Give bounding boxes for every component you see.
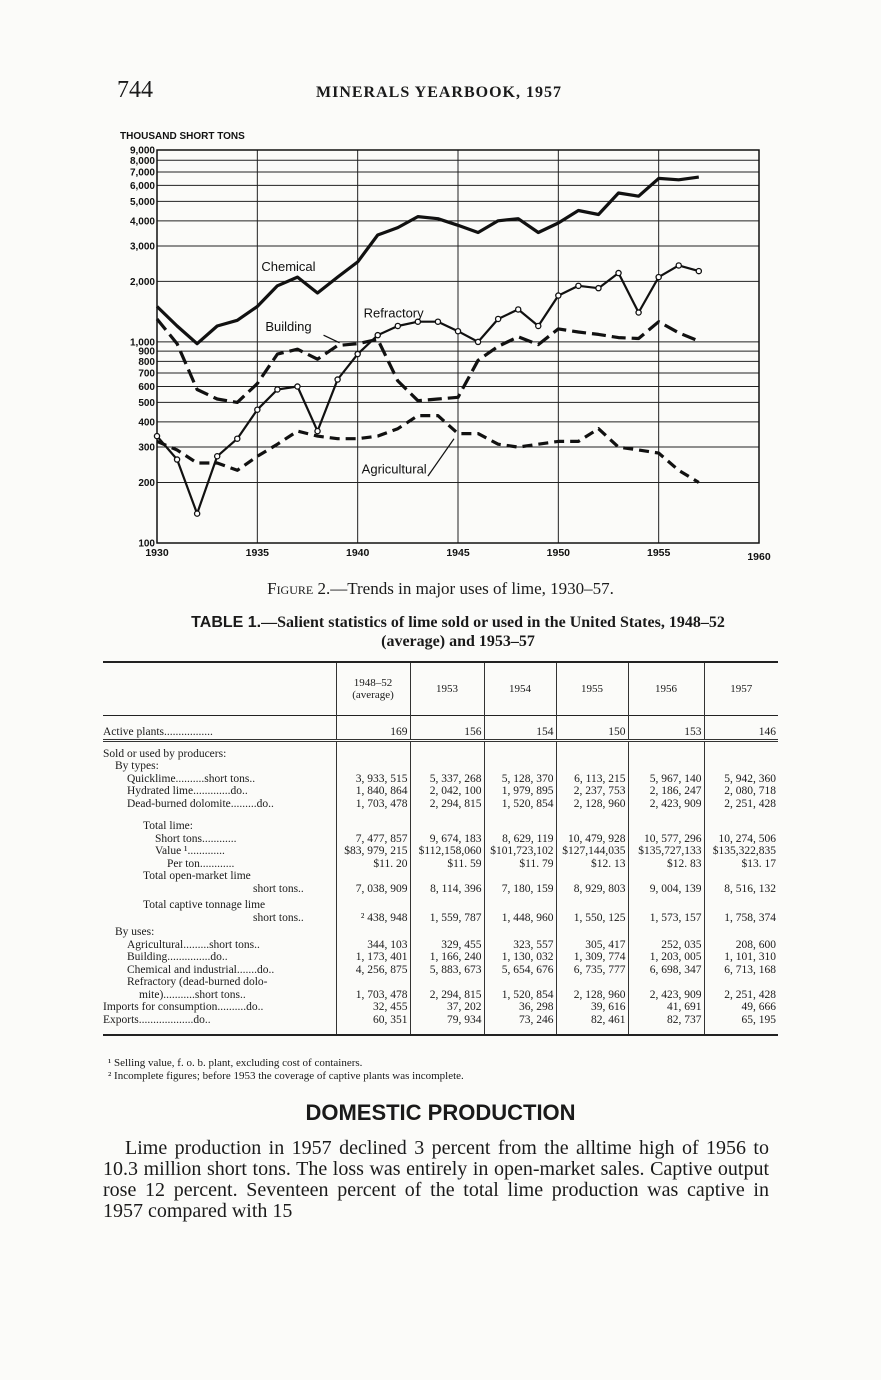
y-tick-label: 8,000 — [129, 155, 155, 167]
table-cell: 5, 337, 268 — [410, 773, 484, 786]
y-tick-label: 100 — [138, 538, 155, 550]
x-tick-label: 1960 — [747, 551, 771, 563]
table-cell: $13. 17 — [704, 858, 778, 871]
table-cell: 7, 180, 159 — [484, 883, 556, 896]
table-cell: 6, 735, 777 — [556, 964, 628, 977]
table-cell: 323, 557 — [484, 939, 556, 952]
table-subhead-row — [103, 870, 778, 883]
table-cell: 65, 195 — [704, 1014, 778, 1036]
table-cell-empty — [410, 976, 484, 989]
header-row — [103, 662, 778, 716]
table-cell: 1, 550, 125 — [556, 912, 628, 925]
table-cell-empty — [628, 760, 704, 773]
column-header: 1953 — [410, 662, 484, 716]
table-cell-empty — [704, 976, 778, 989]
table-cell-empty — [628, 870, 704, 883]
table-cell-empty — [484, 810, 556, 833]
figure-caption — [0, 579, 881, 599]
table-cell: 344, 103 — [336, 939, 410, 952]
y-tick-label: 700 — [138, 368, 155, 380]
x-tick-label: 1935 — [245, 547, 270, 559]
table-cell: 150 — [556, 716, 628, 741]
table-cell: 3, 933, 515 — [336, 773, 410, 786]
table-cell-empty — [556, 924, 628, 939]
table-cell-empty — [410, 810, 484, 833]
table-cell-empty — [336, 870, 410, 883]
table-subhead-row — [103, 810, 778, 833]
y-tick-label: 5,000 — [129, 196, 155, 208]
table-title-line1: —Salient statistics of lime sold or used in the United States, 1948–52 — [261, 614, 725, 631]
table-cell: $12. 13 — [556, 858, 628, 871]
table-cell: 2, 186, 247 — [628, 785, 704, 798]
row-label: Quicklime..........short tons.. — [127, 772, 256, 785]
table-row — [103, 939, 778, 952]
table-cell: 7, 038, 909 — [336, 883, 410, 896]
y-tick-label: 900 — [138, 346, 155, 358]
data-point-refractory — [616, 270, 621, 275]
table-cell: 2, 423, 909 — [628, 798, 704, 811]
table-cell-empty — [628, 895, 704, 912]
table-cell: 1, 758, 374 — [704, 912, 778, 925]
table-cell-empty — [704, 740, 778, 760]
table-cell: 146 — [704, 716, 778, 741]
column-header: 1948–52 (average) — [336, 662, 410, 716]
data-point-refractory — [235, 436, 240, 441]
data-point-refractory — [395, 323, 400, 328]
table-cell: 9, 004, 139 — [628, 883, 704, 896]
table-cell-empty — [704, 895, 778, 912]
table-cell-empty — [556, 976, 628, 989]
y-tick-label: 200 — [138, 477, 155, 489]
table-cell-empty — [628, 924, 704, 939]
table-cell: $135,727,133 — [628, 845, 704, 858]
row-group-label: By uses: — [115, 926, 155, 938]
row-group-label: Total lime: — [143, 820, 193, 832]
data-point-refractory — [496, 316, 501, 321]
y-tick-label: 400 — [138, 417, 155, 429]
y-tick-label: 500 — [138, 397, 155, 409]
table-cell: 1, 309, 774 — [556, 951, 628, 964]
data-point-refractory — [275, 387, 280, 392]
y-tick-label: 800 — [138, 356, 155, 368]
table-row — [103, 833, 778, 846]
data-point-refractory — [576, 283, 581, 288]
table-cell-empty — [484, 924, 556, 939]
x-tick-label: 1940 — [345, 547, 370, 559]
table-cell-empty — [410, 924, 484, 939]
table-cell-empty — [556, 760, 628, 773]
body-paragraph: Lime production in 1957 declined 3 percent from the alltime high of 1956 to 10.3 million short tons. The loss was entirely in open-market sales. Captive output rose 12 percent. Seventeen percent of the total lime production was captive in 1957 compared with 15 — [103, 1137, 769, 1222]
table-title-line2: (average) and 1953–57 — [381, 633, 535, 650]
table-subhead-row — [103, 976, 778, 989]
table-cell: 305, 417 — [556, 939, 628, 952]
data-point-refractory — [536, 323, 541, 328]
row-label: Chemical and industrial.......do.. — [127, 963, 275, 976]
y-tick-label: 3,000 — [129, 241, 155, 253]
data-point-refractory — [295, 384, 300, 389]
series-annotation: Refractory — [363, 305, 424, 321]
row-group-label: Total open-market lime — [143, 870, 251, 882]
table-cell-empty — [484, 760, 556, 773]
lime-statistics-table — [103, 661, 778, 1036]
x-tick-label: 1930 — [145, 547, 169, 559]
table-cell: 7, 477, 857 — [336, 833, 410, 846]
x-tick-label: 1950 — [546, 547, 571, 559]
table-cell: 8, 929, 803 — [556, 883, 628, 896]
table-cell: 208, 600 — [704, 939, 778, 952]
x-tick-label: 1955 — [646, 547, 671, 559]
series-annotation: Building — [265, 319, 312, 335]
table-row — [103, 964, 778, 977]
table-cell-empty — [336, 976, 410, 989]
data-point-refractory — [596, 286, 601, 291]
table-cell: 1, 130, 032 — [484, 951, 556, 964]
y-tick-label: 7,000 — [129, 167, 155, 179]
table-cell: 5, 967, 140 — [628, 773, 704, 786]
row-label: Exports...................do.. — [103, 1013, 211, 1026]
y-tick-label: 2,000 — [129, 276, 155, 288]
lime-trends-chart — [100, 125, 780, 575]
figure-label: Figure 2. — [267, 579, 331, 598]
data-point-refractory — [355, 351, 360, 356]
table-cell: 82, 737 — [628, 1014, 704, 1036]
table-row — [103, 912, 778, 925]
table-cell: 10, 479, 928 — [556, 833, 628, 846]
table-row — [103, 883, 778, 896]
table-cell: 1, 520, 854 — [484, 798, 556, 811]
table-cell-empty — [410, 760, 484, 773]
table-cell: 9, 674, 183 — [410, 833, 484, 846]
row-label: Dead-burned dolomite.........do.. — [127, 797, 274, 810]
table-cell: $127,144,035 — [556, 845, 628, 858]
table-cell-empty — [704, 810, 778, 833]
table-cell: 49, 666 — [704, 1001, 778, 1014]
table-cell: 79, 934 — [410, 1014, 484, 1036]
table-row — [103, 773, 778, 786]
table-cell: 329, 455 — [410, 939, 484, 952]
table-row — [103, 716, 778, 741]
table-cell: 2, 423, 909 — [628, 989, 704, 1002]
data-point-refractory — [375, 333, 380, 338]
row-label: mite)...........short tons.. — [139, 988, 246, 1001]
table-cell-empty — [336, 760, 410, 773]
table-title — [118, 613, 798, 651]
column-header: 1954 — [484, 662, 556, 716]
table-cell: 4, 256, 875 — [336, 964, 410, 977]
row-group-label: By types: — [115, 760, 159, 772]
table-cell-empty — [556, 895, 628, 912]
table-cell: 2, 080, 718 — [704, 785, 778, 798]
y-tick-label: 1,000 — [129, 337, 155, 349]
table-cell: 1, 448, 960 — [484, 912, 556, 925]
table-cell: 1, 166, 240 — [410, 951, 484, 964]
data-point-refractory — [656, 275, 661, 280]
table-cell: 10, 274, 506 — [704, 833, 778, 846]
table-cell: 2, 294, 815 — [410, 989, 484, 1002]
table-cell: $12. 83 — [628, 858, 704, 871]
table-cell: $101,723,102 — [484, 845, 556, 858]
table-cell: 41, 691 — [628, 1001, 704, 1014]
table-cell: 8, 629, 119 — [484, 833, 556, 846]
table-body — [103, 716, 778, 1036]
table-cell-empty — [484, 740, 556, 760]
data-point-refractory — [215, 454, 220, 459]
footnote-2: ² Incomplete figures; before 1953 the coverage of captive plants was incomplete. — [108, 1070, 464, 1082]
data-point-refractory — [516, 307, 521, 312]
table-cell-empty — [336, 895, 410, 912]
row-label: Per ton............ — [167, 857, 235, 870]
table-cell-empty — [628, 740, 704, 760]
table-cell: 82, 461 — [556, 1014, 628, 1036]
table-cell: $135,322,835 — [704, 845, 778, 858]
column-header: 1957 — [704, 662, 778, 716]
table-cell: 1, 703, 478 — [336, 989, 410, 1002]
data-point-refractory — [335, 377, 340, 382]
table-cell: 1, 173, 401 — [336, 951, 410, 964]
y-tick-label: 300 — [138, 442, 155, 454]
row-label: short tons.. — [253, 911, 304, 924]
table-cell: 2, 128, 960 — [556, 798, 628, 811]
table-cell: 1, 840, 864 — [336, 785, 410, 798]
data-point-refractory — [315, 429, 320, 434]
table-cell: 1, 520, 854 — [484, 989, 556, 1002]
y-axis-title: THOUSAND SHORT TONS — [120, 131, 245, 142]
table-cell: 8, 516, 132 — [704, 883, 778, 896]
data-point-refractory — [195, 511, 200, 516]
row-label: Active plants................. — [103, 726, 213, 738]
table-row — [103, 1014, 778, 1036]
series-annotation: Chemical — [261, 259, 316, 275]
table-cell-empty — [410, 895, 484, 912]
table-cell: 2, 128, 960 — [556, 989, 628, 1002]
table-row — [103, 951, 778, 964]
table-cell-empty — [410, 740, 484, 760]
table-cell: 252, 035 — [628, 939, 704, 952]
data-point-refractory — [696, 268, 701, 273]
data-point-refractory — [154, 434, 159, 439]
table-cell: 1, 573, 157 — [628, 912, 704, 925]
table-cell: $83, 979, 215 — [336, 845, 410, 858]
table-row — [103, 798, 778, 811]
table-cell: 2, 294, 815 — [410, 798, 484, 811]
table-cell-empty — [484, 870, 556, 883]
table-cell: 8, 114, 396 — [410, 883, 484, 896]
data-point-refractory — [455, 329, 460, 334]
running-head: MINERALS YEARBOOK, 1957 — [316, 84, 562, 101]
table-cell-empty — [336, 924, 410, 939]
table-cell: 169 — [336, 716, 410, 741]
row-group-label: Sold or used by producers: — [103, 747, 227, 760]
row-label: Value ¹............. — [155, 845, 225, 857]
table-cell: 154 — [484, 716, 556, 741]
table-cell-empty — [556, 740, 628, 760]
y-tick-label: 9,000 — [129, 145, 155, 157]
series-line-agricultural — [157, 416, 699, 483]
table-cell-empty — [556, 810, 628, 833]
agricultural-leader-arrow — [428, 439, 454, 476]
table-cell-empty — [628, 976, 704, 989]
table-cell-empty — [336, 740, 410, 760]
table-cell-empty — [628, 810, 704, 833]
table-cell: 5, 128, 370 — [484, 773, 556, 786]
row-label: Building...............do.. — [127, 951, 228, 963]
table-subhead-row — [103, 924, 778, 939]
data-point-refractory — [556, 293, 561, 298]
row-group-label: Refractory (dead-burned dolo- — [127, 976, 268, 988]
data-point-refractory — [174, 457, 179, 462]
data-point-refractory — [636, 310, 641, 315]
table-cell-empty — [410, 870, 484, 883]
series-annotation: Agricultural — [361, 461, 427, 477]
table-cell-empty — [556, 870, 628, 883]
row-label: Hydrated lime.............do.. — [127, 785, 248, 797]
table-row — [103, 1001, 778, 1014]
x-tick-label: 1945 — [446, 547, 470, 559]
row-label: Agricultural.........short tons.. — [127, 938, 260, 951]
table-row — [103, 785, 778, 798]
table-cell-empty — [336, 810, 410, 833]
table-cell: 39, 616 — [556, 1001, 628, 1014]
table-cell: 1, 979, 895 — [484, 785, 556, 798]
table-cell-empty — [484, 976, 556, 989]
table-cell: 1, 101, 310 — [704, 951, 778, 964]
table-cell: 6, 713, 168 — [704, 964, 778, 977]
table-cell: 1, 559, 787 — [410, 912, 484, 925]
column-header: 1955 — [556, 662, 628, 716]
table-subhead-row — [103, 895, 778, 912]
table-cell: $11. 20 — [336, 858, 410, 871]
section-heading: DOMESTIC PRODUCTION — [305, 1100, 576, 1125]
table-header — [103, 662, 778, 716]
column-header: 1956 — [628, 662, 704, 716]
table-cell-empty — [704, 870, 778, 883]
table-cell: 2, 251, 428 — [704, 989, 778, 1002]
page-number: 744 — [117, 77, 153, 103]
table-row — [103, 858, 778, 871]
row-label: Short tons............ — [155, 832, 237, 845]
table-cell: $112,158,060 — [410, 845, 484, 858]
table-row — [103, 845, 778, 858]
table-cell-empty — [704, 924, 778, 939]
data-point-refractory — [435, 319, 440, 324]
series-line-refractory — [157, 265, 699, 513]
table-cell: 60, 351 — [336, 1014, 410, 1036]
row-label: short tons.. — [253, 882, 304, 895]
y-tick-label: 6,000 — [129, 180, 155, 192]
table-label: TABLE 1. — [191, 614, 262, 631]
table-subhead-row — [103, 740, 778, 760]
table-cell: 1, 703, 478 — [336, 798, 410, 811]
table-cell-empty — [704, 760, 778, 773]
figure-caption-text: —Trends in major uses of lime, 1930–57. — [330, 579, 614, 598]
series-line-chemical — [157, 177, 699, 344]
table-cell-empty — [484, 895, 556, 912]
table-row — [103, 989, 778, 1002]
table-cell: 36, 298 — [484, 1001, 556, 1014]
table-cell: 6, 113, 215 — [556, 773, 628, 786]
table-cell: 37, 202 — [410, 1001, 484, 1014]
table-cell: 10, 577, 296 — [628, 833, 704, 846]
table-cell: 5, 654, 676 — [484, 964, 556, 977]
table-cell: 2, 042, 100 — [410, 785, 484, 798]
row-label: Imports for consumption..........do.. — [103, 1001, 264, 1013]
table-cell: 156 — [410, 716, 484, 741]
table-cell: 32, 455 — [336, 1001, 410, 1014]
table-subhead-row — [103, 760, 778, 773]
row-group-label: Total captive tonnage lime — [143, 899, 266, 911]
table-cell: 5, 942, 360 — [704, 773, 778, 786]
footnote-1: ¹ Selling value, f. o. b. plant, excluding cost of containers. — [108, 1057, 363, 1069]
table-cell: 6, 698, 347 — [628, 964, 704, 977]
data-point-refractory — [255, 407, 260, 412]
table-cell: 1, 203, 005 — [628, 951, 704, 964]
table-cell: $11. 59 — [410, 858, 484, 871]
y-tick-label: 600 — [138, 382, 155, 394]
data-point-refractory — [676, 263, 681, 268]
table-cell: $11. 79 — [484, 858, 556, 871]
y-tick-label: 4,000 — [129, 216, 155, 228]
table-cell: 153 — [628, 716, 704, 741]
table-cell: ² 438, 948 — [336, 912, 410, 925]
table-cell: 2, 251, 428 — [704, 798, 778, 811]
header-blank — [103, 662, 336, 716]
table-cell: 73, 246 — [484, 1014, 556, 1036]
table-cell: 2, 237, 753 — [556, 785, 628, 798]
data-point-refractory — [475, 339, 480, 344]
series-line-building — [157, 319, 699, 402]
table-cell: 5, 883, 673 — [410, 964, 484, 977]
